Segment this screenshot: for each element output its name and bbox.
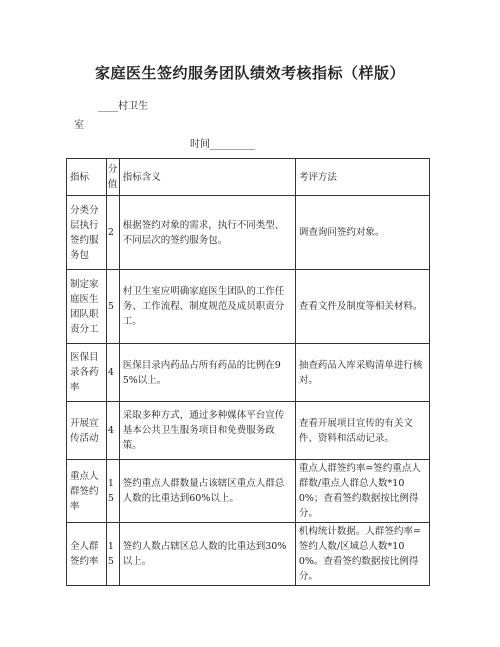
indicator-method: 查看开展项目宣传的有关文件、资料和活动记录。	[295, 402, 429, 460]
indicator-table	[66, 158, 430, 586]
indicator-meaning: 采取多种方式，通过多种媒体平台宣传基本公共卫生服务项目和免费服务政策。	[119, 402, 295, 460]
table-row	[67, 270, 430, 344]
table-header-row	[67, 159, 430, 196]
indicator-score: 2	[106, 196, 119, 270]
document-title: 家庭医生签约服务团队绩效考核指标（样版）	[94, 64, 405, 82]
table-row	[67, 402, 430, 460]
indicator-name: 重点人群签约率	[67, 460, 107, 523]
indicator-name: 开展宣传活动	[67, 402, 107, 460]
header-meaning: 指标含义	[119, 159, 295, 196]
indicator-score: 15	[106, 460, 119, 523]
indicator-score: 4	[106, 344, 119, 402]
indicator-score: 5	[106, 270, 119, 344]
indicator-name: 全人群签约率	[67, 523, 107, 586]
indicator-method: 重点人群签约率=签约重点人群数/重点人群总人数*100%；查看签约数据按比例得分。	[295, 460, 429, 523]
indicator-meaning: 签约重点人群数量占该辖区重点人群总人数的比重达到60%以上。	[119, 460, 295, 523]
indicator-method: 机构统计数据。人群签约率=签约人数/区域总人数*100%。查看签约数据按比例得分。	[295, 523, 429, 586]
header-indicator: 指标	[67, 159, 107, 196]
indicator-name: 医保目录各药率	[67, 344, 107, 402]
table-row	[67, 460, 430, 523]
indicator-score: 15	[106, 523, 119, 586]
indicator-meaning: 村卫生室应明确家庭医生团队的工作任务、工作流程、制度规范及成员职责分工。	[119, 270, 295, 344]
header-score: 分值	[106, 159, 119, 196]
table-row	[67, 344, 430, 402]
unit-name-continuation: 室	[74, 120, 84, 131]
time-field: 时间_________	[190, 139, 255, 150]
indicator-score: 4	[106, 402, 119, 460]
indicator-meaning: 根据签约对象的需求，执行不同类型、不同层次的签约服务包。	[119, 196, 295, 270]
unit-name-field: ____村卫生	[98, 101, 148, 112]
table-row	[67, 196, 430, 270]
header-method: 考评方法	[295, 159, 429, 196]
table-row	[67, 523, 430, 586]
indicator-name: 制定家庭医生团队职责分工	[67, 270, 107, 344]
indicator-method: 抽查药品入库采购清单进行核对。	[295, 344, 429, 402]
indicator-meaning: 签约人数占辖区总人数的比重达到30%以上。	[119, 523, 295, 586]
indicator-method: 调查询问签约对象。	[295, 196, 429, 270]
indicator-method: 查看文件及制度等相关材料。	[295, 270, 429, 344]
indicator-meaning: 医保目录内药品占所有药品的比例在95%以上。	[119, 344, 295, 402]
indicator-name: 分类分层执行签约服务包	[67, 196, 107, 270]
